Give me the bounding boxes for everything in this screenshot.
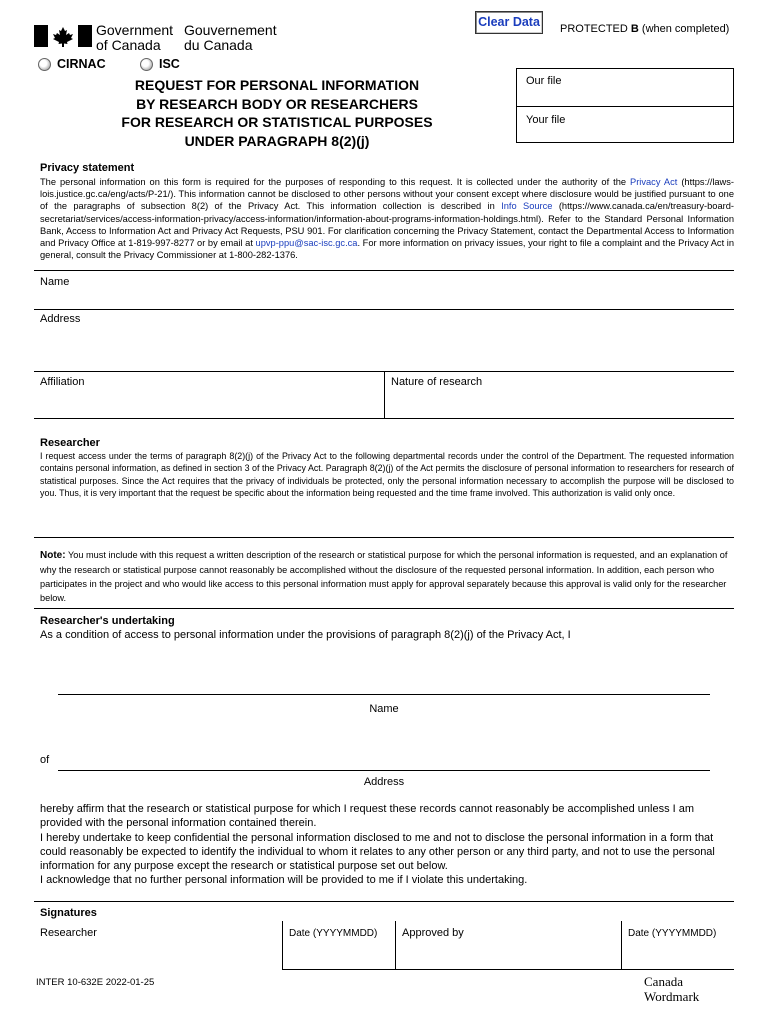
- your-file-field[interactable]: Your file: [526, 114, 566, 126]
- canada-wordmark: [644, 974, 699, 1004]
- name-field[interactable]: Name: [40, 276, 70, 288]
- government-of-canada-en: [96, 23, 173, 53]
- title-line3: FOR RESEARCH OR STATISTICAL PURPOSES: [121, 114, 433, 130]
- researcher-address-line[interactable]: [58, 770, 710, 771]
- undertaking-heading: Researcher's undertaking: [40, 615, 175, 627]
- privacy-act-link[interactable]: Privacy Act: [630, 177, 678, 187]
- divider: [621, 921, 622, 970]
- researcher-name-label: Name: [369, 703, 399, 715]
- canada-flag-icon: [34, 25, 92, 47]
- privacy-text: . For more information on privacy issues, your right to file a complaint and the Privacy Act in general, consult the Privacy Commissioner at 1-800-282-1376.: [40, 238, 735, 261]
- affirm-line3: I acknowledge that no further personal information will be provided to me if I violate this undertaking.: [40, 874, 528, 887]
- privacy-statement: [40, 176, 734, 261]
- note-label: Note:: [40, 550, 66, 561]
- our-file-field[interactable]: Our file: [526, 75, 562, 87]
- protected-prefix: PROTECTED: [560, 23, 631, 35]
- divider: [395, 921, 396, 970]
- approved-by-field[interactable]: Approved by: [402, 927, 464, 939]
- researcher-address-label: Address: [363, 776, 405, 788]
- privacy-heading: Privacy statement: [40, 162, 135, 174]
- divider: [384, 371, 385, 418]
- researcher-signature-field[interactable]: Researcher: [40, 927, 97, 939]
- email-link[interactable]: upvp-ppu@sac-isc.gc.ca: [255, 238, 358, 249]
- approved-date-field[interactable]: Date (YYYYMMDD): [628, 928, 717, 939]
- radio-label-cirnac: CIRNAC: [57, 57, 106, 71]
- divider: [34, 537, 734, 538]
- divider: [34, 309, 734, 310]
- divider: [282, 921, 283, 970]
- title-line2: BY RESEARCH BODY OR RESEARCHERS: [136, 95, 418, 112]
- wordmark-line2: Wordmark: [644, 989, 700, 1004]
- affirm-line1: hereby affirm that the research or statistical purpose for which I request these records cannot reasonably be accomplished unless I am provided with the personal information contained therein.: [40, 803, 695, 830]
- form-id: INTER 10-632E 2022-01-25: [36, 977, 155, 988]
- protected-label: [560, 23, 729, 35]
- divider: [34, 270, 734, 271]
- privacy-text: The personal information on this form is required for the purposes of responding to this request. It is collected under the authority of the: [40, 177, 630, 187]
- gouvernement-du-canada-fr: [184, 23, 277, 53]
- nature-of-research-field[interactable]: Nature of research: [391, 376, 483, 388]
- wordmark-line1: Canada: [644, 974, 683, 989]
- protected-suffix: (when completed): [638, 23, 730, 35]
- note-text: You must include with this request a written description of the research or statistical purpose for which the personal information is requested, and an explanation of why the research or statistical purpose cannot reasonably be accomplished without the disclosure of the requested personal information. In addition, each person who participates in the project and who would like access to this personal information must apply for approval separately because this approval is valid only for the researcher below.: [40, 550, 728, 604]
- address-field[interactable]: Address: [40, 313, 81, 325]
- clear-data-button[interactable]: Clear Data: [475, 11, 543, 34]
- form-title: [96, 76, 458, 150]
- undertaking-statements: [40, 802, 734, 888]
- divider: [517, 106, 733, 107]
- of-label: of: [40, 754, 50, 766]
- divider: [34, 608, 734, 609]
- privacy-text: (https://www.canada.ca/en/treasury-board-secretariat/services/access-information-privacy/access-information/information-about-programs-information-holdings.html). Refer to the Standard Personal Information Bank, Access to Information Act and Privacy Act Requests, PSU 901. For clarification concerning the Privacy Statement, contact the Departmental Access to Information and Privacy Office at 1-819-997-8277 or by email at: [40, 201, 734, 249]
- radio-option-cirnac[interactable]: [38, 57, 106, 71]
- divider: [34, 418, 734, 419]
- divider: [34, 901, 734, 902]
- protected-level: B: [630, 23, 639, 35]
- radio-button-icon[interactable]: [140, 58, 153, 71]
- divider: [282, 969, 734, 970]
- gov-en-line2: of Canada: [96, 37, 161, 53]
- researcher-heading: Researcher: [40, 437, 100, 449]
- gov-en-line1: Government: [96, 22, 174, 38]
- researcher-name-line[interactable]: [58, 694, 710, 695]
- file-reference-box: [516, 68, 734, 143]
- affirm-line2: I hereby undertake to keep confidential the personal information disclosed to me and not to disclose the personal information in a form that could reasonably be expected to identify the individual to whom it relates to any other person or any third party, and not to use the personal information for any purpose except the research or statistical purpose set out below.: [40, 831, 715, 873]
- radio-option-isc[interactable]: [140, 57, 180, 71]
- researcher-date-field[interactable]: Date (YYYYMMDD): [289, 928, 378, 939]
- radio-label-isc: ISC: [159, 57, 180, 71]
- title-line1: REQUEST FOR PERSONAL INFORMATION: [134, 77, 420, 93]
- gov-fr-line1: Gouvernement: [184, 22, 277, 38]
- privacy-text: (https://laws-lois.justice.gc.ca/eng/acts/P-21/). This information cannot be disclosed to other persons without your consent except where disclosure would be justified pursuant to one of the paragraphs of subsection 8(2) of the Privacy Act. This information collection is described in: [40, 177, 735, 212]
- gov-fr-line2: du Canada: [184, 37, 253, 53]
- researcher-text: I request access under the terms of paragraph 8(2)(j) of the Privacy Act to the following departmental records under the control of the Department. The requested information contains personal information, as defined in section 3 of the Privacy Act. Paragraph 8(2)(j) of the Act permits the disclosure of personal information to researchers for research of statistical purposes. Since the Act requires that the privacy of individuals be protected, only the personal information necessary to accomplish the purpose will be disclosed to you. Thus, it is very important that the request be specific about the information being requested and the time frame involved. This authorization is valid only once.: [40, 451, 734, 499]
- radio-button-icon[interactable]: [38, 58, 51, 71]
- title-line4: UNDER PARAGRAPH 8(2)(j): [184, 132, 370, 149]
- undertaking-intro: As a condition of access to personal information under the provisions of paragraph 8(2)(j) of the Privacy Act, I: [40, 629, 571, 641]
- info-source-link[interactable]: Info Source: [501, 201, 553, 212]
- signatures-heading: Signatures: [40, 907, 97, 919]
- note-paragraph: [40, 548, 734, 605]
- affiliation-field[interactable]: Affiliation: [40, 376, 85, 388]
